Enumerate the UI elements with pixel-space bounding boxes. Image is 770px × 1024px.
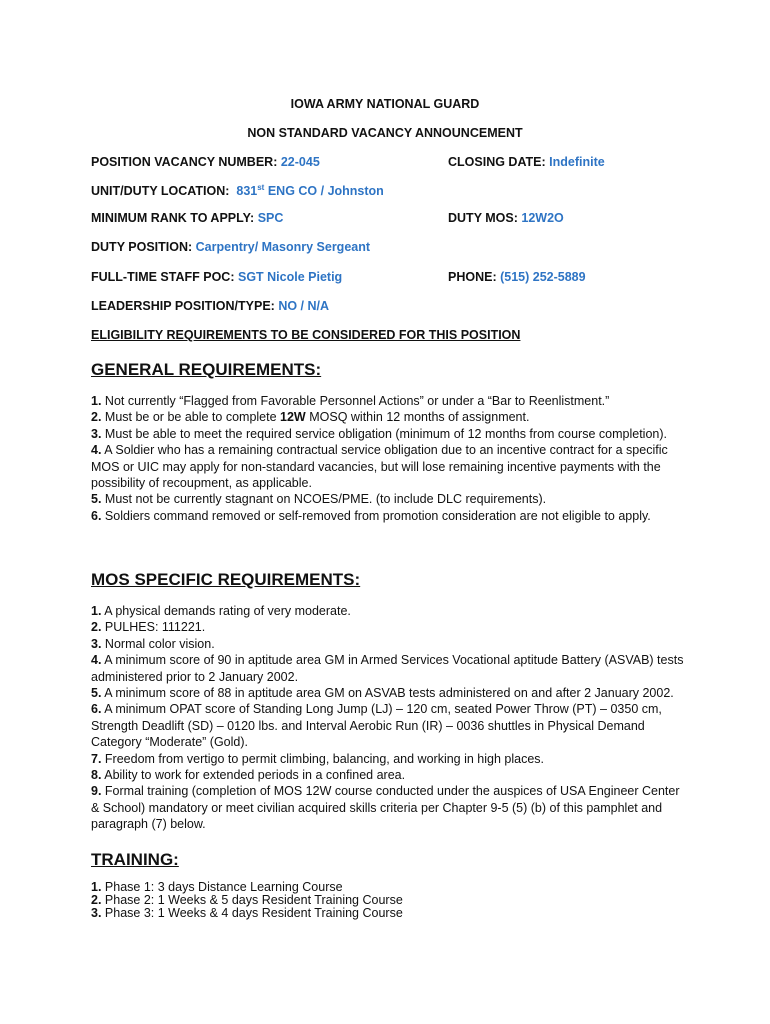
position-vacancy-number — [91, 155, 320, 169]
item-number: 2. — [91, 893, 102, 907]
item-number: 6. — [91, 702, 102, 717]
closing-date — [448, 155, 605, 169]
unit-duty-location — [91, 183, 384, 198]
field-value: SPC — [257, 211, 284, 225]
list-item — [91, 767, 691, 783]
item-text: A minimum score of 88 in aptitude area GM on ASVAB tests administered on and after 2 January 2002. — [104, 686, 674, 701]
list-item — [91, 603, 691, 619]
item-number: 2. — [91, 620, 102, 635]
list-item — [91, 783, 691, 832]
full-time-staff-poc — [91, 270, 342, 284]
field-value: (515) 252-5889 — [500, 270, 586, 284]
item-text: Must be able to meet the required service obligation (minimum of 12 months from course completion). — [104, 426, 667, 441]
list-item — [91, 409, 691, 425]
unit-number: 831 — [236, 184, 258, 198]
item-number: 6. — [91, 508, 102, 523]
item-number: 5. — [91, 686, 102, 701]
item-text: Phase 3: 1 Weeks & 4 days Resident Training Course — [104, 906, 403, 920]
item-number: 7. — [91, 751, 102, 766]
list-item — [91, 652, 691, 685]
leadership-position-type — [91, 299, 329, 313]
mos-requirements-heading: MOS SPECIFIC REQUIREMENTS: — [91, 570, 361, 589]
item-text-bold: 12W — [280, 410, 306, 425]
item-number: 3. — [91, 426, 102, 441]
duty-mos — [448, 211, 564, 225]
list-item — [91, 751, 691, 767]
duty-position — [91, 240, 370, 254]
list-item — [91, 907, 403, 920]
field-label: FULL-TIME STAFF POC: — [91, 270, 235, 284]
item-text: Must be or be able to complete — [104, 410, 277, 425]
field-label: UNIT/DUTY LOCATION: — [91, 184, 230, 198]
general-requirements-list — [91, 393, 691, 524]
item-text: A minimum OPAT score of Standing Long Jump (LJ) – 120 cm, seated Power Throw (PT) – 0350 cm, Strength Deadlift (SD) – 0120 lbs. and Interval Aerobic Run (IR) – 0036 shuttles in Physical Demand Category “Moderate” (Gold). — [91, 702, 662, 750]
mos-requirements-list — [91, 603, 691, 833]
item-number: 1. — [91, 394, 102, 408]
item-text: Not currently “Flagged from Favorable Personnel Actions” or under a “Bar to Reenlistment.” — [104, 394, 610, 408]
item-text: Must not be currently stagnant on NCOES/PME. (to include DLC requirements). — [104, 492, 547, 507]
item-text: A physical demands rating of very moderate. — [104, 604, 351, 618]
field-label: LEADERSHIP POSITION/TYPE: — [91, 299, 275, 313]
item-text: Phase 2: 1 Weeks & 5 days Resident Training Course — [104, 893, 403, 907]
eligibility-heading: ELIGIBILITY REQUIREMENTS TO BE CONSIDERED FOR THIS POSITION — [91, 328, 521, 342]
item-text: Phase 1: 3 days Distance Learning Course — [104, 880, 343, 894]
item-text: Normal color vision. — [104, 636, 215, 651]
list-item — [91, 701, 691, 750]
field-value: 22-045 — [280, 155, 320, 169]
list-item — [91, 426, 691, 442]
list-item — [91, 393, 691, 409]
item-text: Formal training (completion of MOS 12W course conducted under the auspices of USA Engineer Center & School) mandatory or meet civilian acquired skills criteria per Chapter 9-5 (5) (b) of this pamphlet and paragraph (7) below. — [91, 784, 680, 832]
item-text: Ability to work for extended periods in a confined area. — [104, 768, 406, 783]
list-item — [91, 619, 691, 635]
field-label: CLOSING DATE: — [448, 155, 546, 169]
list-item — [91, 508, 691, 524]
item-text: MOSQ within 12 months of assignment. — [309, 410, 530, 425]
training-heading: TRAINING: — [91, 850, 179, 869]
phone — [448, 270, 586, 284]
item-number: 4. — [91, 443, 102, 458]
list-item — [91, 636, 691, 652]
item-number: 4. — [91, 653, 102, 668]
item-number: 1. — [91, 604, 102, 618]
item-text: Soldiers command removed or self-removed from promotion consideration are not eligible to apply. — [104, 508, 651, 523]
unit-ordinal: st — [257, 183, 265, 192]
list-item — [91, 491, 691, 507]
item-text: PULHES: 111221. — [104, 620, 206, 635]
item-number: 3. — [91, 906, 102, 920]
field-value: 12W2O — [521, 211, 564, 225]
field-label: DUTY POSITION: — [91, 240, 193, 254]
item-number: 1. — [91, 880, 102, 894]
general-requirements-heading: GENERAL REQUIREMENTS: — [91, 360, 322, 379]
field-label: DUTY MOS: — [448, 211, 518, 225]
field-label: MINIMUM RANK TO APPLY: — [91, 211, 255, 225]
unit-name: ENG CO / Johnston — [267, 184, 384, 198]
minimum-rank — [91, 211, 283, 225]
item-number: 2. — [91, 410, 102, 425]
announcement-title: NON STANDARD VACANCY ANNOUNCEMENT — [247, 126, 523, 140]
training-list — [91, 881, 403, 920]
field-label: POSITION VACANCY NUMBER: — [91, 155, 278, 169]
item-number: 3. — [91, 636, 102, 651]
field-value: SGT Nicole Pietig — [237, 270, 343, 284]
field-value — [236, 184, 383, 198]
item-number: 5. — [91, 492, 102, 507]
item-text: A Soldier who has a remaining contractual service obligation due to an incentive contract for a specific MOS or UIC may apply for non-standard vacancies, but will lose remaining incentive payments with the possibility of recoupment, as applicable. — [91, 443, 668, 491]
item-text: A minimum score of 90 in aptitude area GM in Armed Services Vocational aptitude Battery (ASVAB) tests administered prior to 2 January 2002. — [91, 653, 684, 684]
org-heading: IOWA ARMY NATIONAL GUARD — [290, 97, 480, 111]
item-text: Freedom from vertigo to permit climbing, balancing, and working in high places. — [104, 751, 545, 766]
field-value: NO / N/A — [278, 299, 330, 313]
field-value: Indefinite — [549, 155, 605, 169]
item-number: 8. — [91, 768, 102, 783]
field-label: PHONE: — [448, 270, 497, 284]
list-item — [91, 442, 691, 491]
item-number: 9. — [91, 784, 102, 799]
field-value: Carpentry/ Masonry Sergeant — [195, 240, 371, 254]
list-item — [91, 685, 691, 701]
